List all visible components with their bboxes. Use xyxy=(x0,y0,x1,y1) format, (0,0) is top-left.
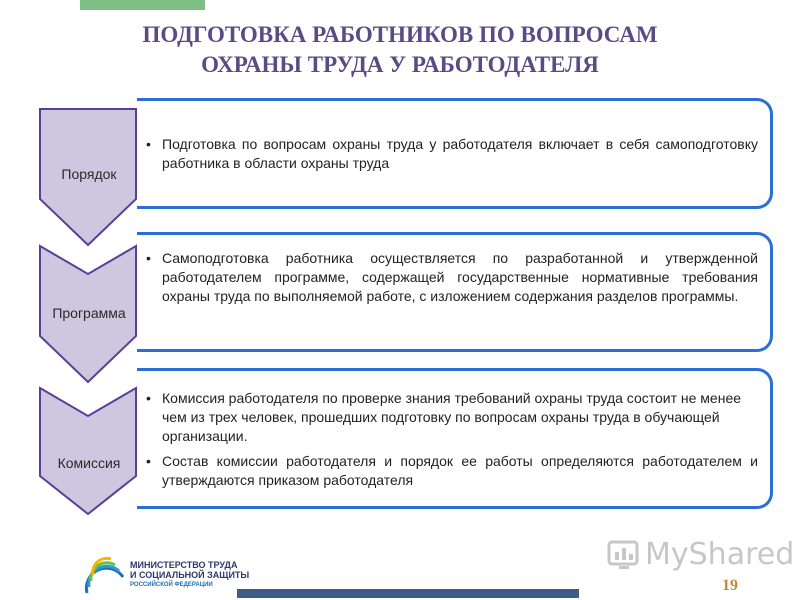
ministry-line-2: И СОЦИАЛЬНОЙ ЗАЩИТЫ xyxy=(130,570,250,580)
title-line-2: ОХРАНЫ ТРУДА У РАБОТОДАТЕЛЯ xyxy=(201,52,599,77)
section-label-poryadok: Порядок xyxy=(61,166,117,182)
bullet-item: • Комиссия работодателя по проверке знания требований охраны труда состоит не менее чем из трех человек, прошедших подготовку по вопросам охраны труда в обучающей организации. xyxy=(162,389,758,446)
ministry-logo-icon xyxy=(83,555,127,597)
section-label-programma: Программа xyxy=(52,305,126,321)
section-label-komissiya: Комиссия xyxy=(57,455,121,471)
top-accent-bar xyxy=(80,0,205,10)
page-number: 19 xyxy=(722,577,738,594)
chart-watermark-icon xyxy=(607,538,641,572)
ministry-line-1: МИНИСТЕРСТВО ТРУДА xyxy=(130,560,238,570)
chevron-komissiya xyxy=(38,386,138,516)
bullet-item: • Состав комиссии работодателя и порядок ее работы определяются работодателем и утверждаются приказом работодателя xyxy=(162,452,758,490)
watermark-text: MyShared xyxy=(645,537,795,572)
title-line-1: ПОДГОТОВКА РАБОТНИКОВ ПО ВОПРОСАМ xyxy=(142,22,658,47)
bullet-item: • Подготовка по вопросам охраны труда у работодателя включает в себя самоподготовку работника в области охраны труда xyxy=(162,135,758,173)
section-box-poryadok xyxy=(137,98,773,209)
ministry-name xyxy=(130,560,249,590)
ministry-line-3: РОССИЙСКОЙ ФЕДЕРАЦИИ xyxy=(130,582,213,588)
page-title xyxy=(40,20,760,80)
bullet-item: • Самоподготовка работника осуществляется по разработанной и утвержденной работодателем программе, содержащей государственные нормативные требования охраны труда по выполняемой работе, с изложением содержания разделов программы. xyxy=(162,249,758,306)
footer-bar xyxy=(237,589,579,598)
section-box-programma xyxy=(137,232,773,352)
section-box-komissiya xyxy=(137,368,773,509)
